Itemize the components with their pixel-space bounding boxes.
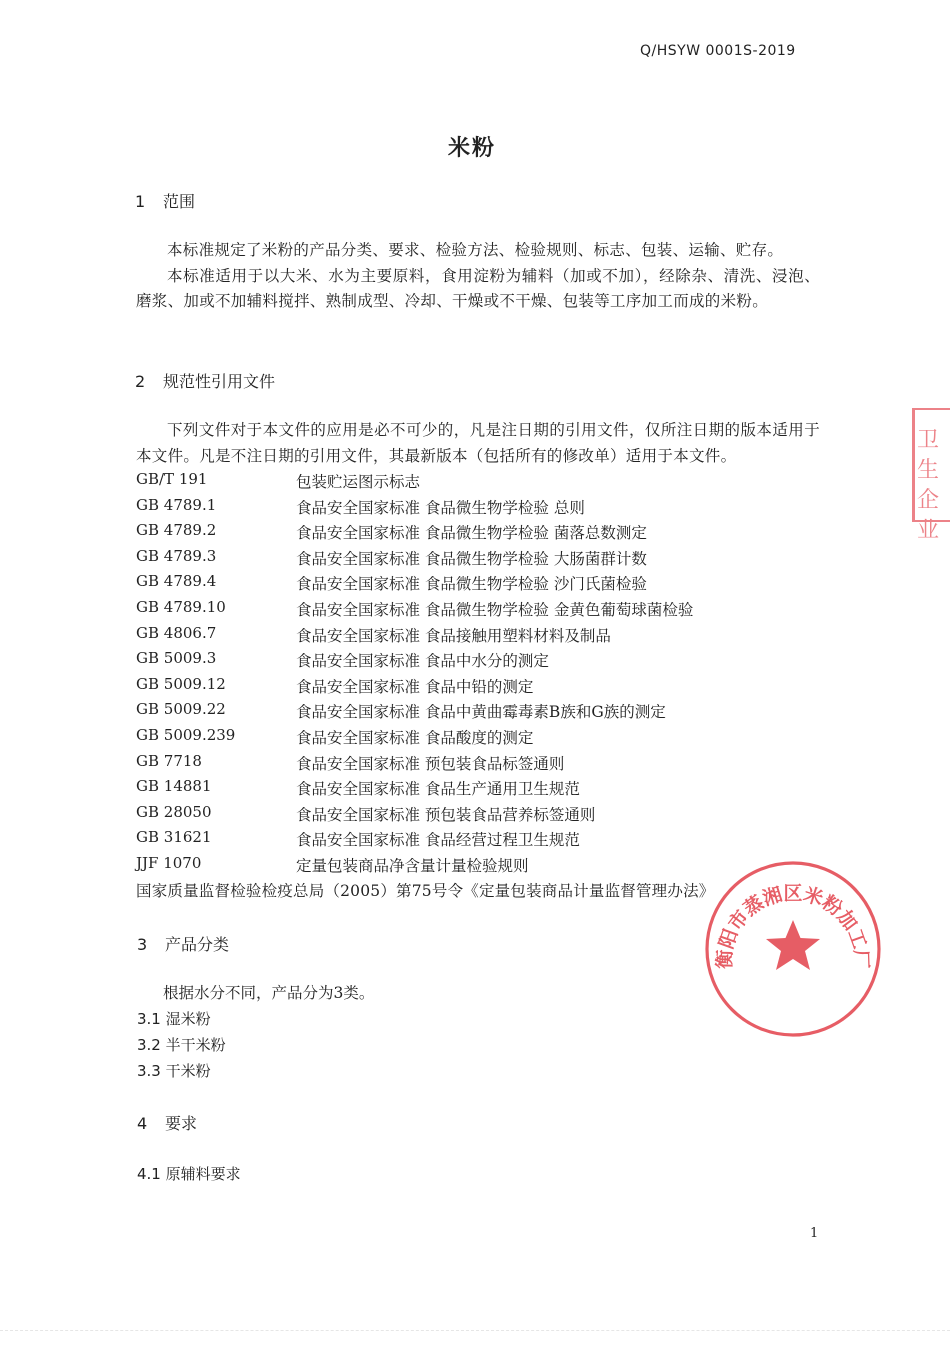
scope-p1: 本标准规定了米粉的产品分类、要求、检验方法、检验规则、标志、包装、运输、贮存。 bbox=[167, 241, 784, 259]
reference-title: 食品安全国家标准 食品微生物学检验 菌落总数测定 bbox=[296, 524, 647, 543]
class-item bbox=[137, 1008, 211, 1029]
reference-code: GB 14881 bbox=[136, 777, 212, 796]
reference-title: 食品安全国家标准 食品微生物学检验 沙门氏菌检验 bbox=[296, 575, 647, 594]
reference-code: GB 5009.239 bbox=[136, 726, 236, 744]
reference-title: 食品安全国家标准 预包装食品营养标签通则 bbox=[296, 805, 596, 824]
normative-intro: 下列文件对于本文件的应用是必不可少的，凡是注日期的引用文件，仅所注日期的版本适用于本文件。凡是不注日期的引用文件，其最新版本（包括所有的修改单）适用于本文件。 bbox=[136, 421, 820, 465]
class-item-label: 半干米粉 bbox=[165, 1036, 226, 1054]
reference-title: 食品安全国家标准 预包装食品标签通则 bbox=[296, 754, 565, 773]
reference-code: GB 7718 bbox=[136, 751, 202, 770]
company-seal-stamp bbox=[702, 858, 884, 1040]
section-4-heading bbox=[137, 1111, 197, 1134]
edge-stamp-line: 卫生 bbox=[917, 428, 940, 483]
page-number: 1 bbox=[810, 1226, 819, 1241]
subsection-4-1: 4.1 原辅料要求 bbox=[137, 1165, 241, 1183]
class-item-number: 3.2 bbox=[137, 1036, 161, 1054]
section-title: 范围 bbox=[163, 192, 196, 211]
edge-stamp-fragment bbox=[910, 408, 942, 543]
class-item bbox=[137, 1034, 226, 1055]
page-bottom-rule bbox=[0, 1330, 950, 1331]
class-item-number: 3.3 bbox=[137, 1062, 161, 1080]
seal-text: 衡阳市蒸湘区米粉加工厂 bbox=[713, 882, 873, 970]
scope-paragraphs bbox=[136, 238, 820, 315]
reference-title: 食品安全国家标准 食品经营过程卫生规范 bbox=[296, 831, 580, 850]
reference-title: 食品安全国家标准 食品生产通用卫生规范 bbox=[296, 780, 580, 799]
standard-code: Q/HSYW 0001S-2019 bbox=[640, 43, 796, 59]
reference-title: 食品安全国家标准 食品微生物学检验 金黄色葡萄球菌检验 bbox=[296, 601, 694, 619]
page-title: 米粉 bbox=[448, 136, 497, 161]
section-title: 产品分类 bbox=[165, 935, 230, 954]
edge-stamp-text bbox=[917, 426, 943, 546]
scope-p2: 本标准适用于以大米、水为主要原料，食用淀粉为辅料（加或不加），经除杂、清洗、浸泡、磨浆、加或不加辅料搅拌、熟制成型、冷却、干燥或不干燥、包装等工序加工而成的米粉。 bbox=[136, 266, 820, 311]
reference-extra: 国家质量监督检验检疫总局（2005）第75号令《定量包装商品计量监督管理办法》 bbox=[136, 882, 715, 900]
reference-title: 食品安全国家标准 食品中黄曲霉毒素B族和G族的测定 bbox=[296, 703, 666, 722]
reference-code: GB 5009.22 bbox=[136, 700, 226, 719]
reference-code: GB 31621 bbox=[136, 828, 212, 847]
reference-title: 包装贮运图示标志 bbox=[296, 473, 421, 491]
reference-title: 食品安全国家标准 食品酸度的测定 bbox=[296, 729, 534, 747]
section-title: 规范性引用文件 bbox=[163, 372, 276, 391]
reference-title: 食品安全国家标准 食品微生物学检验 大肠菌群计数 bbox=[296, 549, 647, 568]
seal-star-icon bbox=[766, 920, 820, 970]
class-item-number: 3.1 bbox=[137, 1010, 161, 1028]
class-item-label: 湿米粉 bbox=[165, 1010, 211, 1028]
reference-code: GB 4789.3 bbox=[136, 546, 217, 565]
reference-title: 食品安全国家标准 食品接触用塑料材料及制品 bbox=[296, 626, 611, 645]
class-item bbox=[137, 1060, 211, 1081]
section-number: 1 bbox=[135, 192, 146, 211]
reference-code: GB/T 191 bbox=[136, 470, 208, 488]
section-1-heading bbox=[135, 189, 195, 212]
reference-code: GB 4789.10 bbox=[136, 598, 226, 616]
class-item-label: 干米粉 bbox=[165, 1062, 211, 1080]
reference-title: 食品安全国家标准 食品微生物学检验 总则 bbox=[296, 498, 585, 517]
section-3-heading bbox=[137, 932, 229, 955]
section-2-heading bbox=[135, 369, 275, 392]
reference-code: GB 4789.4 bbox=[136, 572, 217, 591]
reference-code: GB 4789.1 bbox=[136, 495, 217, 514]
reference-code: JJF 1070 bbox=[136, 854, 202, 872]
reference-code: GB 4789.2 bbox=[136, 521, 217, 540]
reference-code: GB 5009.12 bbox=[136, 674, 226, 693]
classification-intro: 根据水分不同，产品分为3类。 bbox=[163, 984, 375, 1002]
section-number: 4 bbox=[137, 1114, 148, 1133]
section-number: 3 bbox=[137, 935, 148, 954]
reference-title: 食品安全国家标准 食品中铅的测定 bbox=[296, 677, 534, 696]
reference-code: GB 5009.3 bbox=[136, 649, 217, 668]
section-title: 要求 bbox=[165, 1114, 198, 1133]
reference-title: 定量包装商品净含量计量检验规则 bbox=[296, 857, 529, 875]
normative-intro-block bbox=[136, 418, 820, 469]
section-number: 2 bbox=[135, 372, 146, 391]
edge-stamp-line: 企业 bbox=[917, 488, 940, 543]
reference-code: GB 4806.7 bbox=[136, 623, 217, 642]
reference-title: 食品安全国家标准 食品中水分的测定 bbox=[296, 652, 549, 671]
reference-code: GB 28050 bbox=[136, 802, 212, 821]
